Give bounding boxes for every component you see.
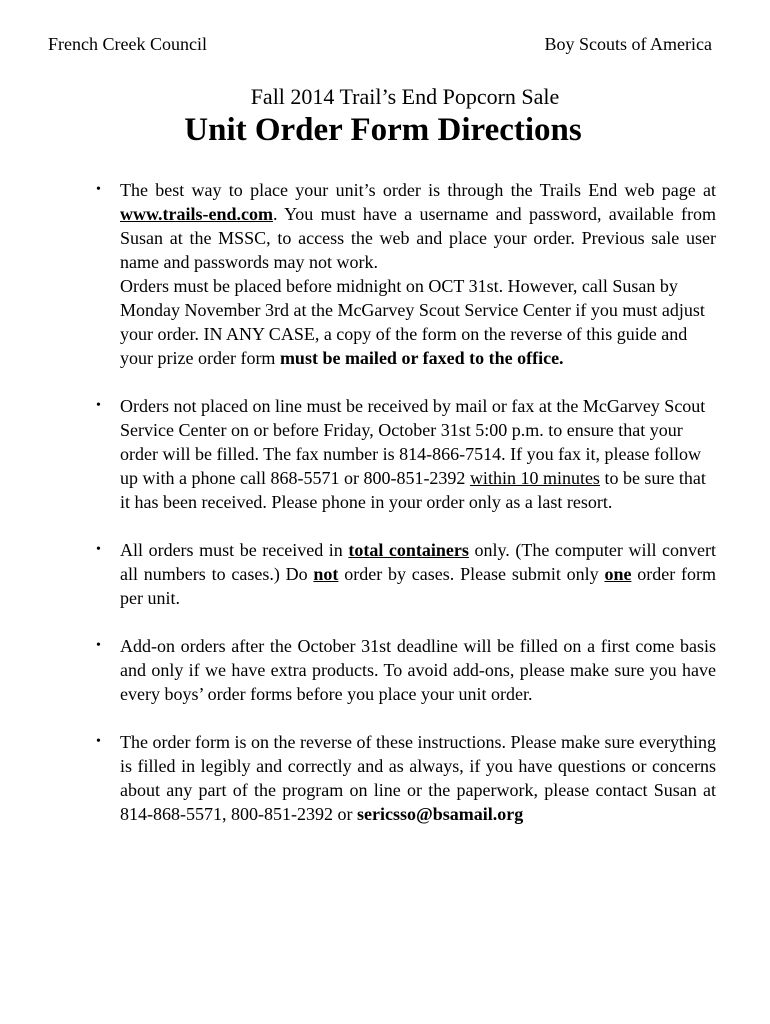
direction-text: The best way to place your unit’s order is through the Trails End web page at www.trails-end.com. You must have a username and password, available from Susan at the MSSC, to access the web and place your order. Previous sale user name and passwords may not work.: [120, 180, 716, 272]
direction-item-4: [96, 634, 716, 706]
council-name: French Creek Council: [48, 34, 207, 54]
document-subtitle: Fall 2014 Trail’s End Popcorn Sale: [250, 84, 560, 109]
emphasis-text: must be mailed or faxed to the office.: [279, 348, 564, 368]
emphasis-text: total containers: [348, 540, 469, 560]
trails-end-link[interactable]: www.trails-end.com: [120, 204, 273, 224]
direction-text: The order form is on the reverse of these instructions. Please make sure everything is filled in legibly and correctly and as always, if you have questions or concerns about any part of the program on line or the paperwork, please contact Susan at 814-868-5571, 800-851-2392 or sericsso@bsamail.org: [120, 732, 716, 824]
bullet-icon: •: [96, 734, 101, 749]
direction-text: Add-on orders after the October 31st deadline will be filled on a first come basis and only if we have extra products. To avoid add-ons, please make sure you have every boys’ order forms before you place your unit order.: [120, 636, 716, 704]
bullet-icon: •: [96, 542, 101, 557]
contact-email[interactable]: sericsso@bsamail.org: [356, 804, 524, 824]
document-title: Unit Order Form Directions: [184, 112, 582, 148]
organization-name: Boy Scouts of America: [544, 34, 712, 54]
bullet-icon: •: [96, 398, 101, 413]
direction-item-3: [96, 538, 717, 610]
emphasis-text: not: [313, 564, 339, 584]
direction-item-5: [96, 730, 716, 826]
direction-item-2: [96, 394, 716, 514]
direction-item-1: [96, 178, 716, 370]
direction-text: Orders must be placed before midnight on OCT 31st. However, call Susan by Monday November 3rd at the McGarvey Scout Service Center if you must adjust your order. IN ANY CASE, a copy of the form on the reverse of this guide and your prize order form must be mailed or faxed to the office.: [120, 276, 705, 368]
bullet-icon: •: [96, 182, 101, 197]
emphasis-text: one: [604, 564, 632, 584]
directions-list: [96, 178, 717, 850]
direction-text: Orders not placed on line must be received by mail or fax at the McGarvey Scout Service Center on or before Friday, October 31st 5:00 p.m. to ensure that your order will be filled. The fax number is 814-866-7514. If you fax it, please follow up with a phone call 868-5571 or 800-851-2392 within 10 minutes to be sure that it has been received. Please phone in your order only as a last resort.: [120, 396, 706, 512]
emphasis-text: within 10 minutes: [469, 468, 600, 488]
bullet-icon: •: [96, 638, 101, 653]
direction-text: All orders must be received in total containers only. (The computer will convert all numbers to cases.) Do not order by cases. Please submit only one order form per unit.: [120, 540, 717, 608]
